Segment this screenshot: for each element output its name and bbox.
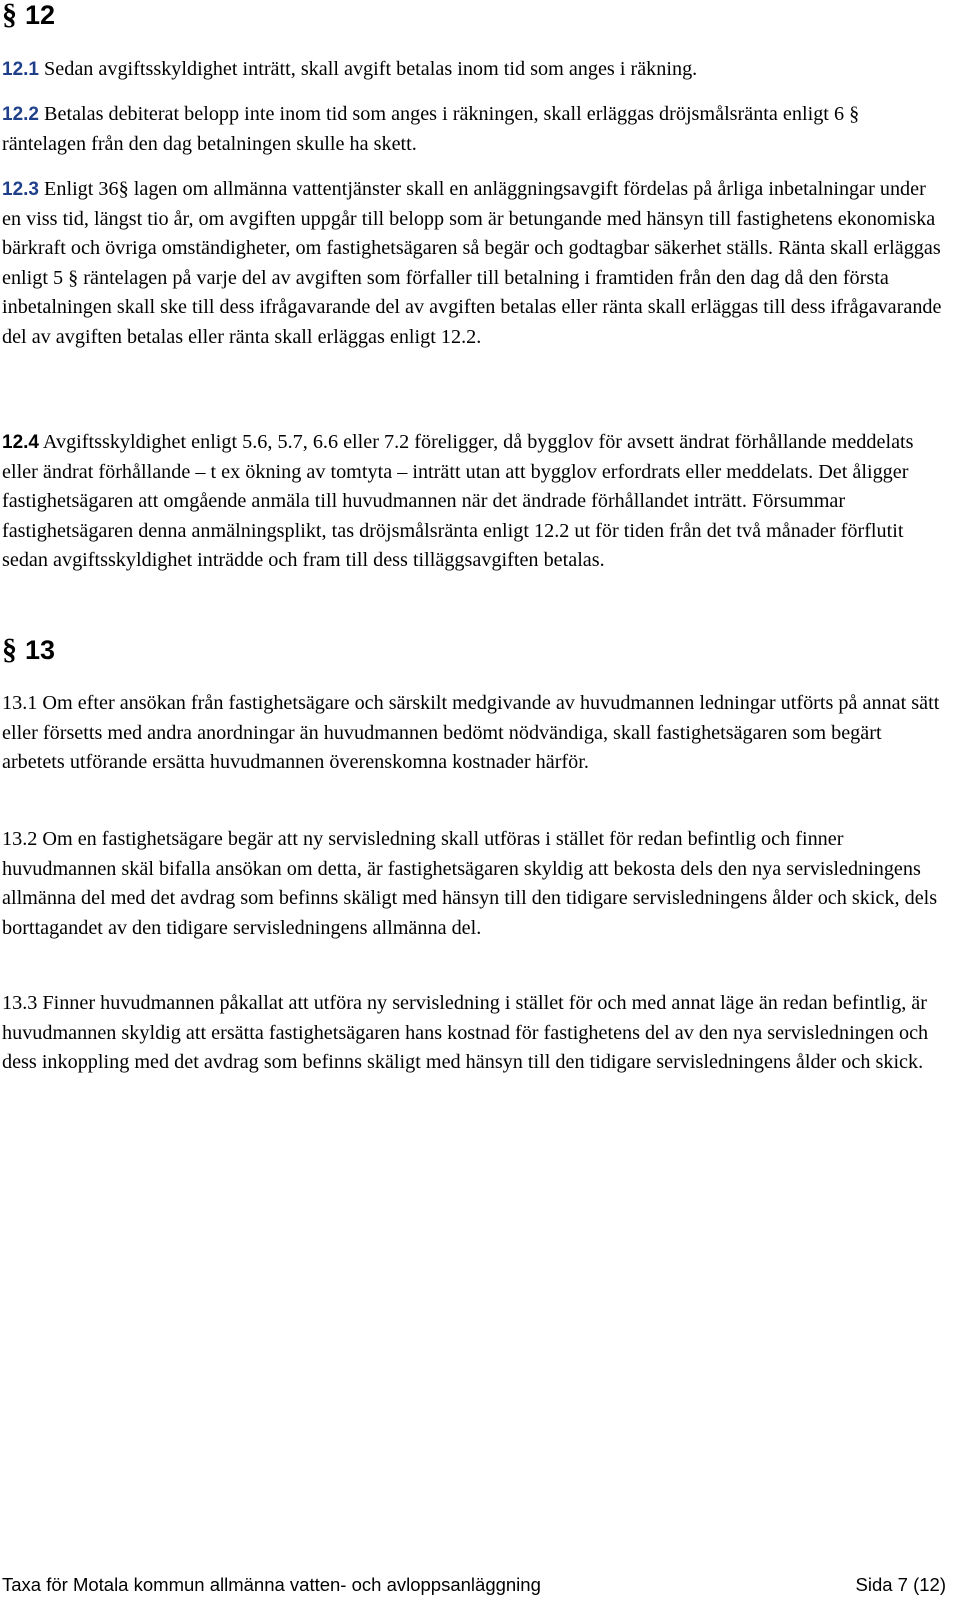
paragraph-13-1 [2,689,947,778]
paragraph-number: 13.3 [2,992,38,1014]
section-symbol: § [2,0,17,31]
footer-document-title: Taxa för Motala kommun allmänna vatten- och avloppsanläggning [2,1574,541,1595]
footer-page-number: Sida 7 (12) [855,1574,946,1595]
section-number: 13 [25,635,56,665]
paragraph-number: 13.2 [2,828,38,850]
paragraph-text: Sedan avgiftsskyldighet inträtt, skall avgift betalas inom tid som anges i räkning. [38,58,698,80]
paragraph-text: Finner huvudmannen påkallat att utföra ny servisledning i stället för och med annat läge än redan befintlig, är huvudmannen skyldig att ersätta fastighetsägaren hans kostnad för fastighetens del av den nya servisledningen och dess inkoppling med det avdrag som befinns skäligt med hänsyn till den tidigare servisledningens ålder och skick. [2,992,929,1074]
paragraph-number: 12.3 [2,179,39,200]
section-heading-13 [2,635,55,665]
paragraph-text: Avgiftsskyldighet enligt 5.6, 5.7, 6.6 eller 7.2 föreligger, då bygglov för avsett ändrat förhållande meddelats eller ändrat förhållande – t ex ökning av tomtyta – inträtt utan att bygglov erfordrats eller meddelats. Det åligger fastighetsägaren att omgående anmäla till huvudmannen när det ändrade förhållandet inträtt. Försummar fastighetsägaren denna anmälningsplikt, tas dröjsmålsränta enligt 12.2 ut för tiden från det två månader förflutit sedan avgiftsskyldighet inträdde och fram till dess tilläggsavgiften betalas. [2,431,914,572]
section-number: 12 [25,0,56,30]
paragraph-13-2 [2,825,947,943]
paragraph-number: 12.1 [2,59,39,80]
paragraph-number: 13.1 [2,692,38,714]
paragraph-text: Om en fastighetsägare begär att ny servisledning skall utföras i stället för redan befintlig och finner huvudmannen skäl bifalla ansökan om detta, är fastighetsägaren skyldig att bekosta dels den nya servisledningens allmänna del med det avdrag som befinns skäligt med hänsyn till den tidigare servisledningens ålder och skick, dels borttagandet av den tidigare servisledningens allmänna del. [2,828,938,939]
paragraph-12-4 [2,428,947,576]
section-heading-12 [2,0,55,30]
paragraph-text: Enligt 36§ lagen om allmänna vattentjänster skall en anläggningsavgift fördelas på årliga inbetalningar under en viss tid, längst tio år, om avgiften uppgår till belopp som är betungande med hänsyn till fastighetens ekonomiska bärkraft och övriga omständigheter, om fastighetsägaren så begär och godtagbar säkerhet ställs. Ränta skall erläggas enligt 5 § räntelagen på varje del av avgiften som förfaller till betalning i framtiden från den dag då den första inbetalningen skall ske till dess ifrågavarande del av avgiften betalas eller ränta skall erläggas till dess ifrågavarande del av avgiften betalas eller ränta skall erläggas enligt 12.2. [2,178,942,348]
paragraph-12-3 [2,175,947,353]
paragraph-number: 12.4 [2,432,39,453]
paragraph-12-1 [2,55,947,85]
paragraph-12-2 [2,100,947,159]
page-footer [2,1573,946,1597]
section-symbol: § [2,633,17,666]
paragraph-text: Betalas debiterat belopp inte inom tid som anges i räkningen, skall erläggas dröjsmålsränta enligt 6 § räntelagen från den dag betalningen skulle ha skett. [2,103,860,155]
paragraph-text: Om efter ansökan från fastighetsägare och särskilt medgivande av huvudmannen ledningar utförts på annat sätt eller försetts med andra anordningar än huvudmannen bedömt nödvändiga, skall fastighetsägaren som begärt arbetets utförande ersätta huvudmannen överenskomna kostnader härför. [2,692,940,774]
paragraph-13-3 [2,989,947,1078]
paragraph-number: 12.2 [2,104,39,125]
